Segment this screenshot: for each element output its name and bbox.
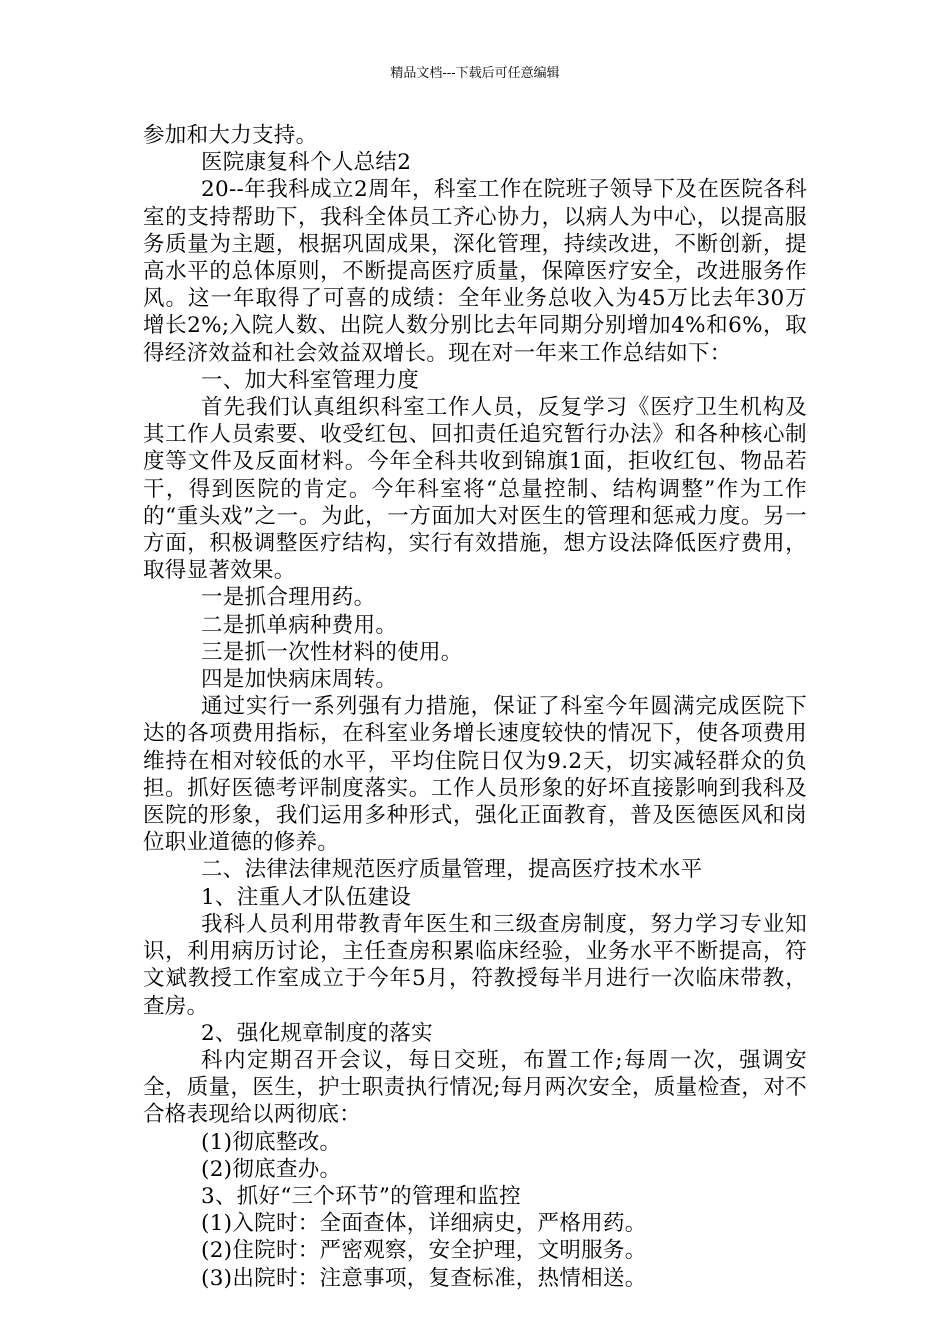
management-paragraph: 首先我们认真组织科室工作人员，反复学习《医疗卫生机构及其工作人员索要、收受红包、回扣责任追究暂行办法》和各种核心制度等文件及反面材料。今年全科共收到锦旗1面，拒收红包、物品若干，得到医院的肯定。今年科室将“总量控制、结构调整”作为工作的“重头戏”之一。为此，一方面加大对医生的管理和惩戒力度。另一方面，积极调整医疗结构，实行有效措施，想方设法降低医疗费用，取得显著效果。	[143, 395, 807, 584]
section-title: 医院康复科个人总结2	[201, 150, 412, 176]
rules-paragraph: 科内定期召开会议，每日交班，布置工作;每周一次，强调安全，质量，医生，护士职责执行情况;每月两次安全，质量检查，对不合格表现给以两彻底：	[143, 1047, 807, 1128]
list-item: (1)彻底整改。	[201, 1129, 342, 1155]
heading-2: 二、法律法律规范医疗质量管理，提高医疗技术水平	[201, 857, 703, 883]
list-item: (2)彻底查办。	[201, 1156, 342, 1182]
heading-1: 一、加大科室管理力度	[201, 367, 420, 393]
intro-paragraph: 20--年我科成立2周年，科室工作在院班子领导下及在医院各科室的支持帮助下，我科全体员工齐心协力，以病人为中心，以提高服务质量为主题，根据巩固成果，深化管理，持续改进，不断创新，提高水平的总体原则，不断提高医疗质量，保障医疗安全，改进服务作风。这一年取得了可喜的成绩：全年业务总收入为45万比去年30万增长2%;入院人数、出院人数分别比去年同期分别增加4%和6%，取得经济效益和社会效益双增长。现在对一年来工作总结如下：	[143, 177, 807, 366]
list-item: 一是抓合理用药。	[201, 585, 376, 611]
talent-paragraph: 我科人员利用带教青年医生和三级查房制度，努力学习专业知识，利用病历讨论，主任查房积累临床经验，业务水平不断提高，符文斌教授工作室成立于今年5月，符教授每半月进行一次临床带教，查房。	[143, 911, 807, 1019]
list-item: (2)住院时：严密观察，安全护理，文明服务。	[201, 1238, 647, 1264]
document-body	[143, 122, 807, 1292]
paragraph-continuation: 参加和大力支持。	[143, 123, 318, 148]
list-item: (3)出院时：注意事项，复查标准，热情相送。	[201, 1265, 647, 1291]
subheading-2: 2、强化规章制度的落实	[201, 1020, 433, 1046]
subheading-3: 3、抓好“三个环节”的管理和监控	[201, 1183, 521, 1209]
subheading-1: 1、注重人才队伍建设	[201, 884, 412, 910]
list-item: (1)入院时：全面查体，详细病史，严格用药。	[201, 1211, 647, 1237]
list-item: 三是抓一次性材料的使用。	[201, 639, 463, 665]
measures-paragraph: 通过实行一系列强有力措施，保证了科室今年圆满完成医院下达的各项费用指标，在科室业务增长速度较快的情况下，使各项费用维持在相对较低的水平，平均住院日仅为9.2天，切实减轻群众的负担。抓好医德考评制度落实。工作人员形象的好坏直接影响到我科及医院的形象，我们运用多种形式，强化正面教育，普及医德医风和岗位职业道德的修养。	[143, 694, 807, 856]
list-item: 四是加快病床周转。	[201, 667, 398, 693]
list-item: 二是抓单病种费用。	[201, 612, 398, 638]
page-header: 精品文档---下载后可任意编辑	[390, 66, 560, 81]
